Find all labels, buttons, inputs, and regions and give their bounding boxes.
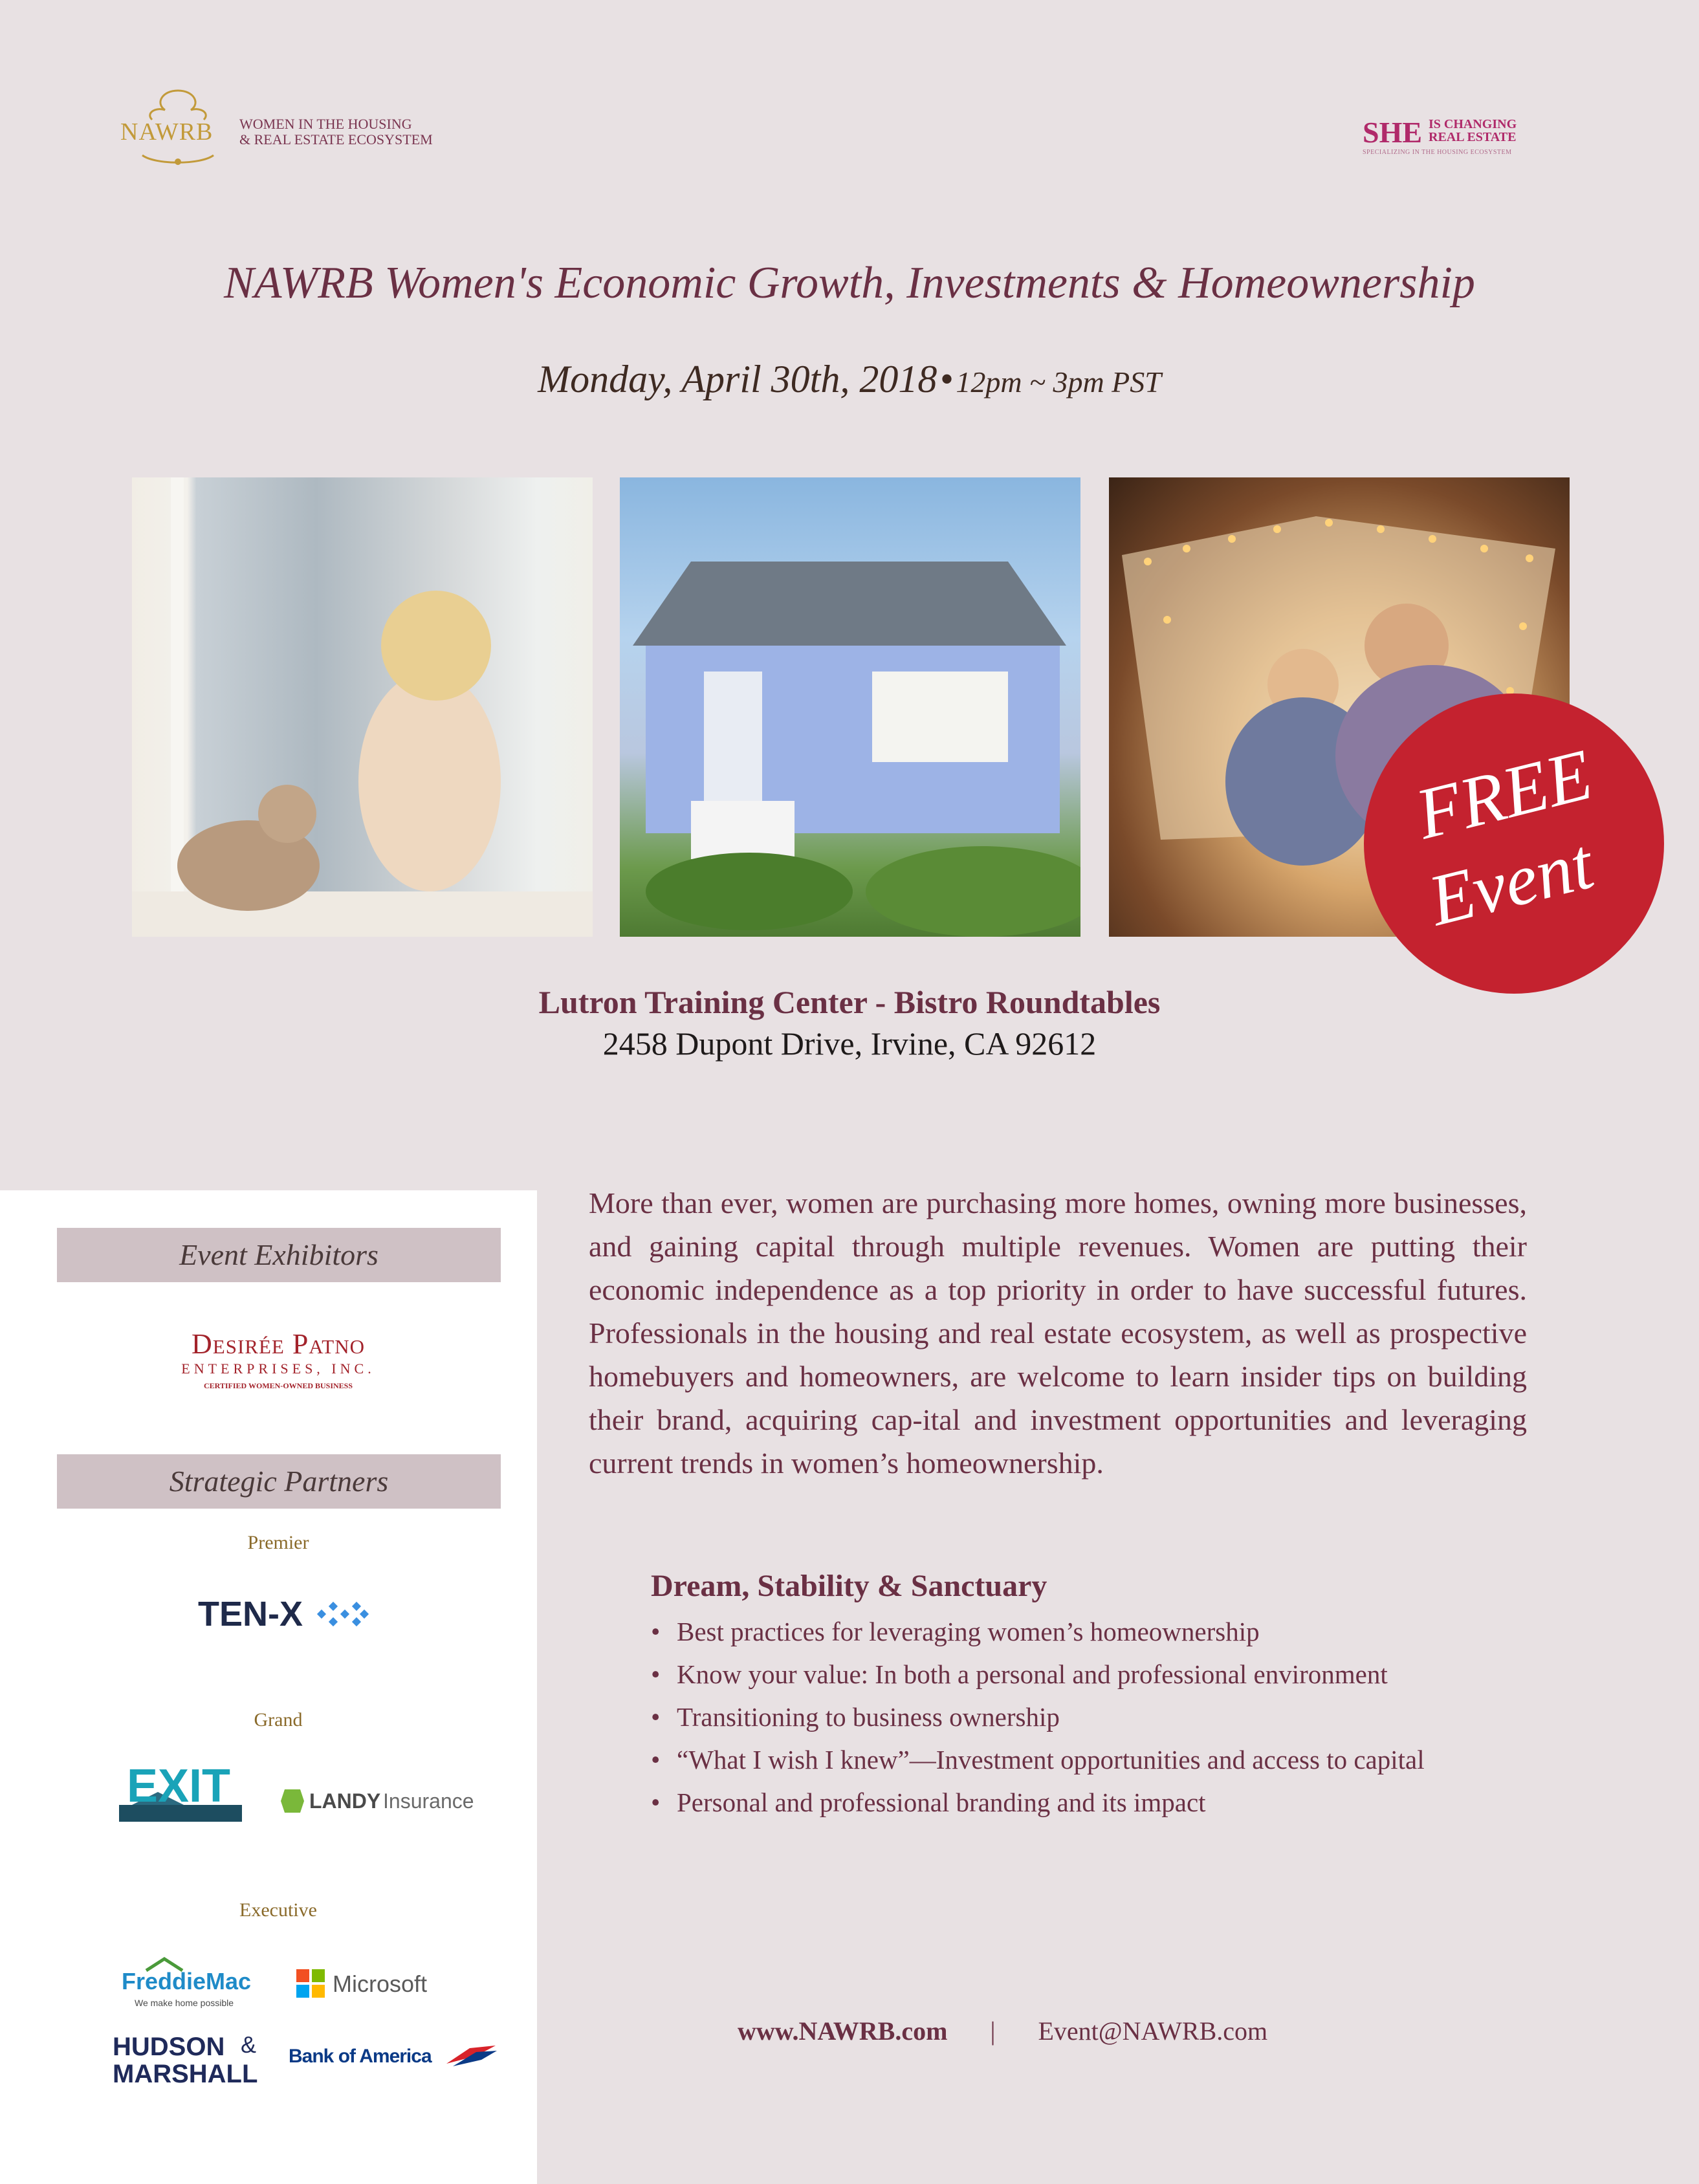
photo-girl-and-cat-art — [132, 477, 593, 937]
tier-executive: Executive — [239, 1899, 317, 1921]
bullet-icon: • — [651, 1659, 661, 1689]
list-item — [651, 1781, 1557, 1824]
website-link[interactable]: www.NAWRB.com — [738, 2016, 948, 2046]
freddie-text: FreddieMac — [122, 1968, 252, 1994]
bullet-icon: • — [651, 1787, 661, 1817]
section-title: Dream, Stability & Sanctuary — [651, 1569, 1047, 1603]
list-item-text: “What I wish I knew”—Investment opportunities and access to capital — [677, 1745, 1425, 1774]
exit-text: EXIT — [127, 1760, 231, 1812]
desiree-name: Desirée Patno — [192, 1328, 365, 1360]
event-time: 12pm ~ 3pm PST — [956, 366, 1161, 399]
badge-line2: Event — [1421, 824, 1601, 942]
bank-of-america-logo — [289, 2040, 502, 2079]
list-item-text: Best practices for leveraging women’s homeownership — [677, 1617, 1260, 1646]
exit-realty-logo — [113, 1760, 248, 1824]
event-date-line — [0, 357, 1699, 402]
hudson-marshall-logo — [113, 2033, 268, 2097]
microsoft-logo — [296, 1968, 445, 2000]
badge-line1: FREE — [1408, 734, 1600, 855]
list-item — [651, 1610, 1557, 1653]
photo-blue-house — [620, 477, 1080, 937]
topics-section — [651, 1568, 1557, 1824]
landy-leaf-icon — [280, 1788, 305, 1814]
she-wordmark: SHE — [1363, 116, 1423, 149]
venue — [0, 983, 1699, 1062]
venue-name: Lutron Training Center - Bistro Roundtables — [538, 984, 1161, 1020]
freddie-tagline: We make home possible — [135, 1998, 234, 2008]
bullet-icon: • — [651, 1745, 661, 1774]
nawrb-tagline-line2: & REAL ESTATE ECOSYSTEM — [239, 131, 433, 147]
footer-contact — [738, 2016, 1385, 2046]
venue-address: 2458 Dupont Drive, Irvine, CA 92612 — [602, 1025, 1097, 1062]
tenx-diamond-icon — [316, 1597, 370, 1633]
photo-girl-and-cat — [132, 477, 593, 937]
freddie-mac-logo — [122, 1956, 264, 2015]
event-title: NAWRB Women's Economic Growth, Investments & Homeownership — [224, 258, 1475, 308]
microsoft-windows-icon — [296, 1969, 325, 1998]
list-item-text: Know your value: In both a personal and professional environment — [677, 1659, 1388, 1689]
footer-separator: | — [990, 2016, 996, 2046]
list-item-text: Personal and professional branding and its impact — [677, 1787, 1206, 1817]
nawrb-mark: NAWRB — [120, 118, 214, 146]
desiree-enterprises: ENTERPRISES, INC. — [181, 1360, 375, 1377]
description-paragraph: More than ever, women are purchasing more homes, owning more businesses, and gaining capital through multiple revenues. Women are putting their economic independence as a top priority in order to have successful futures. Professionals in the housing and real estate ecosystem, as well as prospective homebuyers and homeowners, are welcome to learn insider tips on building their brand, acquiring cap-ital and investment opportunities and leveraging current trends in women’s homeownership. — [589, 1186, 1527, 1480]
list-item — [651, 1738, 1557, 1781]
she-is-changing-logo — [1363, 115, 1570, 160]
she-subtitle: SPECIALIZING IN THE HOUSING ECOSYSTEM — [1363, 149, 1512, 156]
she-rest-line2: REAL ESTATE — [1429, 130, 1517, 144]
landy-bold: LANDY — [309, 1789, 381, 1813]
bullet-icon: • — [651, 1617, 661, 1646]
tenx-logo — [198, 1591, 373, 1637]
nawrb-logo — [116, 84, 453, 175]
landy-rest: Insurance — [383, 1789, 474, 1813]
free-event-badge — [1364, 693, 1664, 994]
topic-list — [651, 1610, 1557, 1824]
nawrb-tagline-line1: WOMEN IN THE HOUSING — [239, 116, 412, 132]
list-item-text: Transitioning to business ownership — [677, 1702, 1060, 1732]
partners-header: Strategic Partners — [57, 1454, 501, 1509]
tier-premier: Premier — [247, 1532, 309, 1553]
boa-flag-icon — [444, 2043, 499, 2069]
she-rest-line1: IS CHANGING — [1429, 117, 1517, 131]
list-item — [651, 1653, 1557, 1696]
hudson-line1: HUDSON — [113, 2033, 225, 2061]
hudson-amp: & — [241, 2031, 257, 2058]
photo-blue-house-art — [620, 477, 1080, 937]
list-item — [651, 1696, 1557, 1738]
bullet-icon: • — [651, 1702, 661, 1732]
exhibitors-header: Event Exhibitors — [57, 1228, 501, 1282]
tenx-text: TEN-X — [198, 1595, 303, 1633]
desiree-patno-logo — [123, 1327, 433, 1391]
microsoft-text: Microsoft — [333, 1971, 428, 1997]
email-link[interactable]: Event@NAWRB.com — [1038, 2016, 1268, 2046]
sponsor-sidebar — [0, 1190, 537, 2184]
event-date: Monday, April 30th, 2018 — [538, 358, 937, 400]
date-separator: • — [939, 358, 954, 400]
boa-text: Bank of America — [289, 2046, 432, 2067]
hudson-line2: MARSHALL — [113, 2060, 258, 2088]
landy-insurance-logo — [280, 1785, 493, 1818]
nawrb-tagline — [239, 116, 433, 147]
she-rest — [1429, 118, 1517, 144]
desiree-cert: CERTIFIED WOMEN-OWNED BUSINESS — [203, 1381, 353, 1390]
tier-grand: Grand — [254, 1709, 303, 1731]
